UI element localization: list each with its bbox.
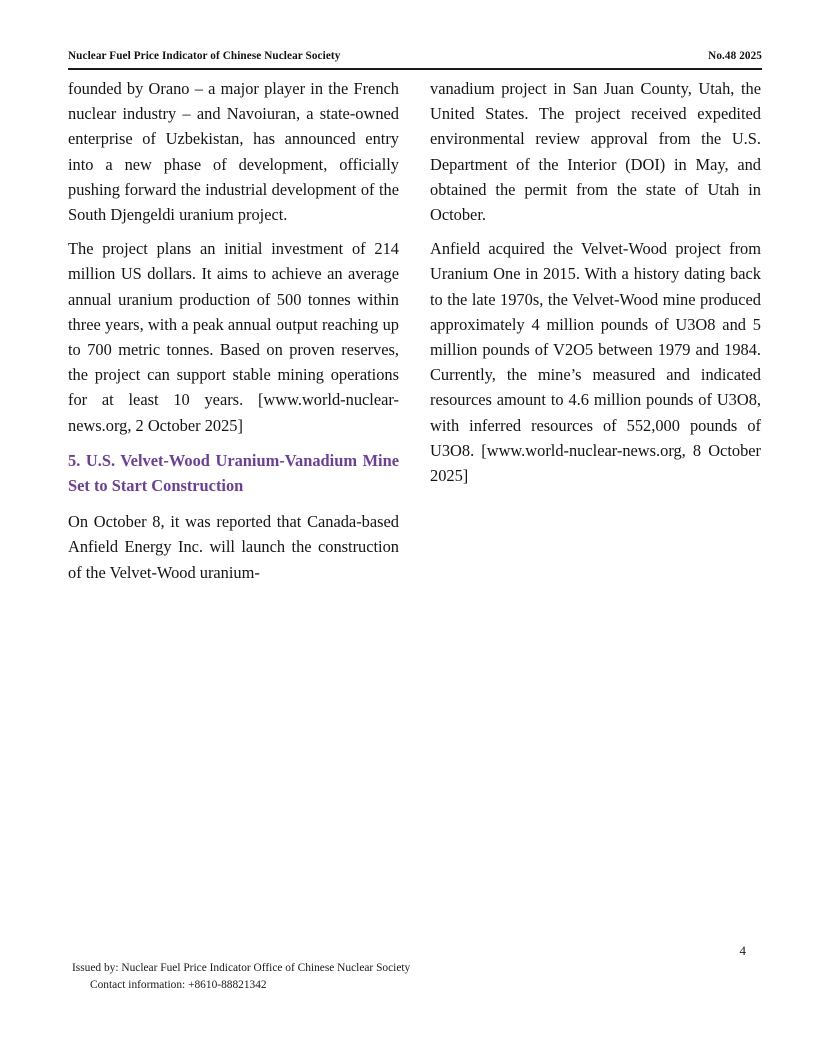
section-heading-velvet-wood: 5. U.S. Velvet-Wood Uranium-Vanadium Mine Set to Start Construction: [68, 450, 399, 496]
footer-contact: Contact information: +8610-88821342: [90, 979, 267, 991]
paragraph-san-juan-county: vanadium project in San Juan County, Utah, the United States. The project received expedited environmental review approval from the U.S. Department of the Interior (DOI) in May, and obtained the permit from the state of Utah in October.: [430, 79, 761, 225]
paragraph-orano-navoiuran: founded by Orano – a major player in the French nuclear industry – and Navoiuran, a state-owned enterprise of Uzbekistan, has announced entry into a new phase of development, officially pushing forward the industrial development of the South Djengeldi uranium project.: [68, 79, 399, 225]
left-column: [68, 76, 399, 585]
page-footer: [72, 960, 410, 994]
running-header: [68, 50, 762, 62]
header-divider-rule: [68, 68, 762, 70]
paragraph-anfield-launch: On October 8, it was reported that Canada-based Anfield Energy Inc. will launch the construction of the Velvet-Wood uranium-: [68, 512, 399, 582]
right-column: [430, 76, 761, 585]
two-column-body: [68, 76, 762, 585]
running-header-title: Nuclear Fuel Price Indicator of Chinese Nuclear Society: [68, 50, 341, 62]
page-number: 4: [739, 943, 746, 958]
footer-issued-by: Issued by: Nuclear Fuel Price Indicator Office of Chinese Nuclear Society: [72, 962, 411, 974]
paragraph-anfield-resources: Anfield acquired the Velvet-Wood project from Uranium One in 2015. With a history dating back to the late 1970s, the Velvet-Wood mine produced approximately 4 million pounds of U3O8 and 5 million pounds of V2O5 between 1979 and 1984. Currently, the mine’s measured and indicated resources amount to 4.6 million pounds of U3O8, with inferred resources of 552,000 pounds of U3O8. [www.world-nuclear-news.org, 8 October 2025]: [430, 239, 761, 486]
running-header-issue: No.48 2025: [708, 50, 762, 62]
paragraph-project-investment: The project plans an initial investment of 214 million US dollars. It aims to achieve an average annual uranium production of 500 tonnes within three years, with a peak annual output reaching up to 700 metric tonnes. Based on proven reserves, the project can support stable mining operations for at least 10 years. [www.world-nuclear-news.org, 2 October 2025]: [68, 239, 399, 435]
